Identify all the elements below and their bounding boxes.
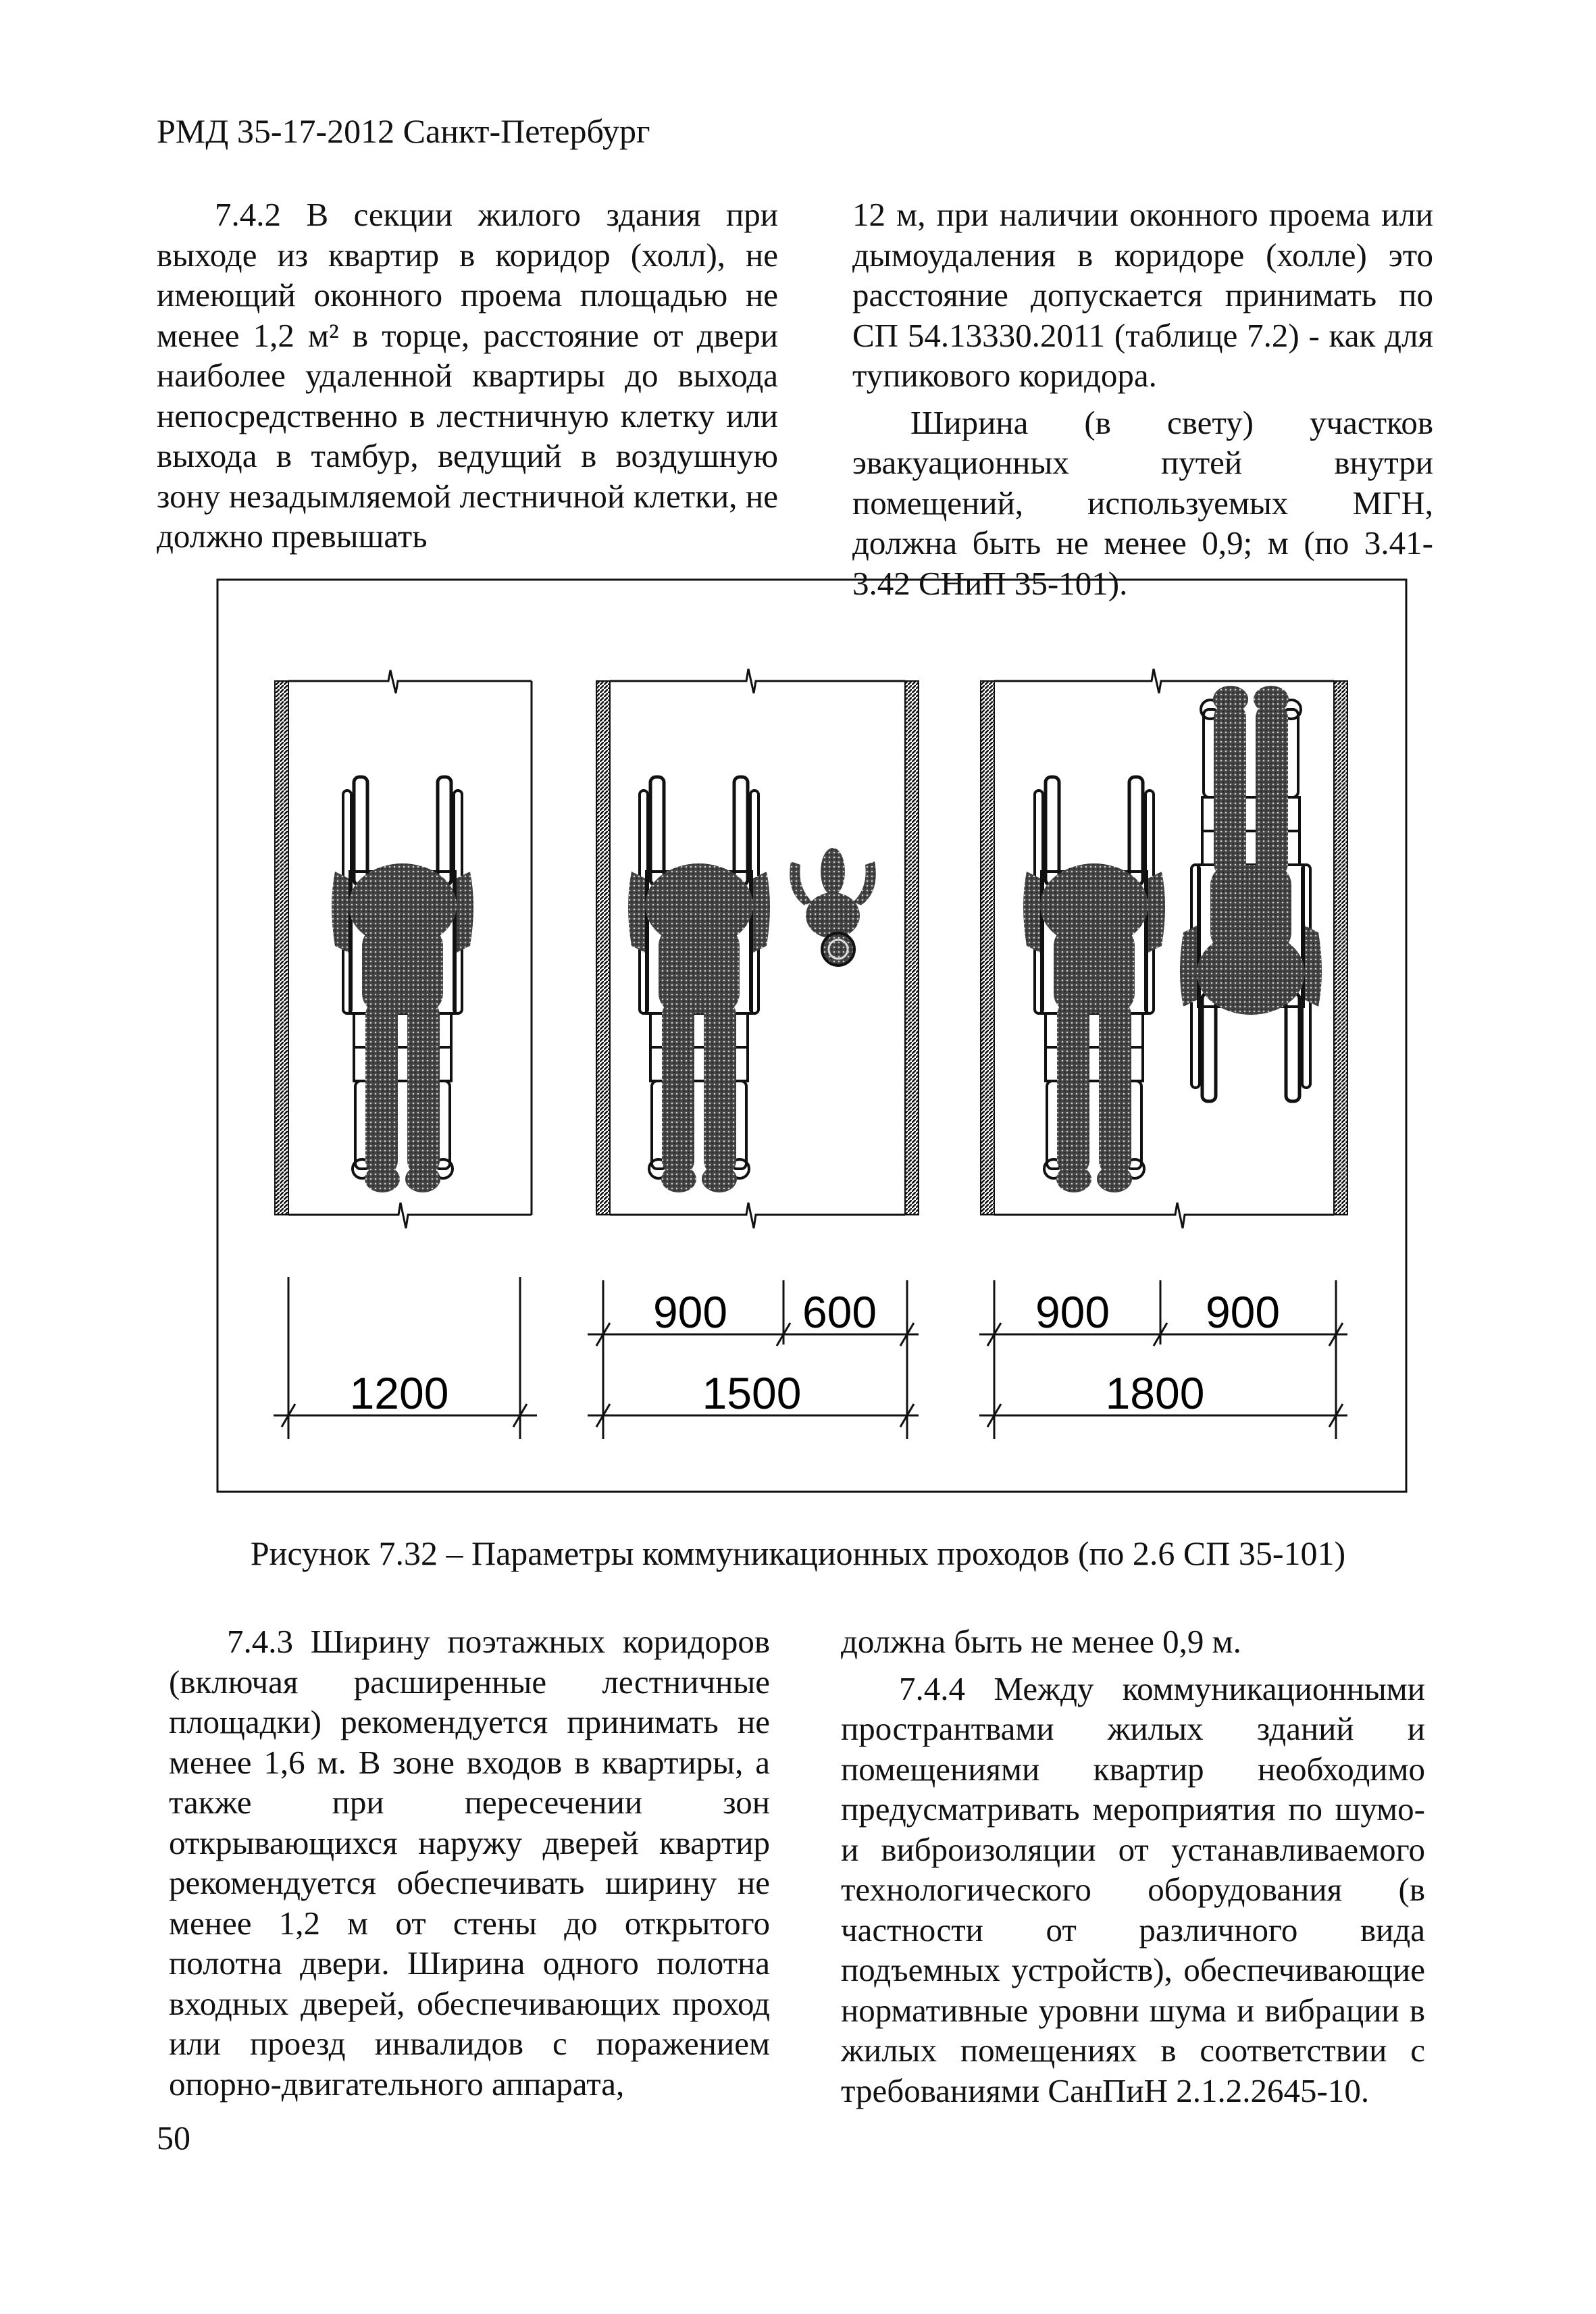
corridor-1500 (596, 669, 919, 1228)
figure-caption: Рисунок 7.32 – Параметры коммуникационных проходов (по 2.6 СП 35-101) (250, 1534, 1346, 1572)
running-header: РМД 35-17-2012 Санкт-Петербург (157, 112, 650, 150)
wheelchair-user-reversed-icon (1180, 686, 1322, 1101)
paragraph-7-4-3-continued: должна быть не менее 0,9 м. (841, 1623, 1241, 1660)
corridor-1800 (981, 669, 1347, 1228)
dimension-900-mid: 900 (1035, 1287, 1110, 1337)
dimension-1800: 1800 (1105, 1368, 1205, 1418)
wheelchair-user-icon (1023, 777, 1165, 1192)
paragraph-7-4-2-continued: 12 м, при наличии оконного проема или дымоудаления в коридоре (холле) это расстояние допускается принимать по СП 54.13330.2011 (таблице 7.2) - как для тупикового коридора. (852, 196, 1433, 394)
dimension-900-left: 900 (652, 1287, 728, 1337)
wheelchair-user-icon (332, 777, 473, 1192)
dimension-600: 600 (802, 1287, 877, 1337)
paragraph-7-4-4: 7.4.4 Между коммуникационными пространтвами жилых зданий и помещениями квартир необходимо предусматривать мероприятия по шумо- и виброизоляции от устанавливаемого технологического оборудования (в частности от различного вида подъемных устройств), обеспечивающие нормативные уровни шума и вибрации в жилых помещениях в соответствии с требованиями СанПиН 2.1.2.2645-10. (841, 1669, 1425, 2109)
paragraph-7-4-3: 7.4.3 Ширину поэтажных коридоров (включая расширенные лестничные площадки) рекомендуется принимать не менее 1,6 м. В зоне входов в квартиры, а также при пересечении зон открывающихся наружу дверей квартир рекомендуется обеспечивать ширину не менее 1,2 м от стены до открытого полотна двери. Ширина одного полотна входных дверей, обеспечивающих проход или проезд инвалидов с поражением опорно-двигательного аппарата, (169, 1623, 770, 2103)
dimension-1200: 1200 (349, 1368, 449, 1418)
paragraph-7-4-2: 7.4.2 В секции жилого здания при выходе из квартир в коридор (холл), не имеющий оконного проема площадью не менее 1,2 м² в торце, расстояние от двери наиболее удаленной квартиры до выхода непосредственно в лестничную клетку или выхода в тамбур, ведущий в воздушную зону незадымляемой лестничной клетки, не должно превышать (157, 196, 778, 555)
corridor-1200 (275, 670, 532, 1228)
wheelchair-user-icon (628, 777, 770, 1192)
page-number: 50 (157, 2119, 190, 2157)
paragraph-evacuation-width: Ширина (в свету) участков эвакуационных путей внутри помещений, используемых МГН, должна быть не менее 0,9; м (по 3.41-3.42 СНиП 35-101). (852, 403, 1433, 602)
dimension-900-right: 900 (1205, 1287, 1281, 1337)
pedestrian-on-crutches-icon (790, 848, 876, 965)
dimension-1500: 1500 (702, 1368, 802, 1418)
text-column-bottom-left (169, 1621, 770, 2104)
text-column-bottom-right (841, 1621, 1425, 2111)
